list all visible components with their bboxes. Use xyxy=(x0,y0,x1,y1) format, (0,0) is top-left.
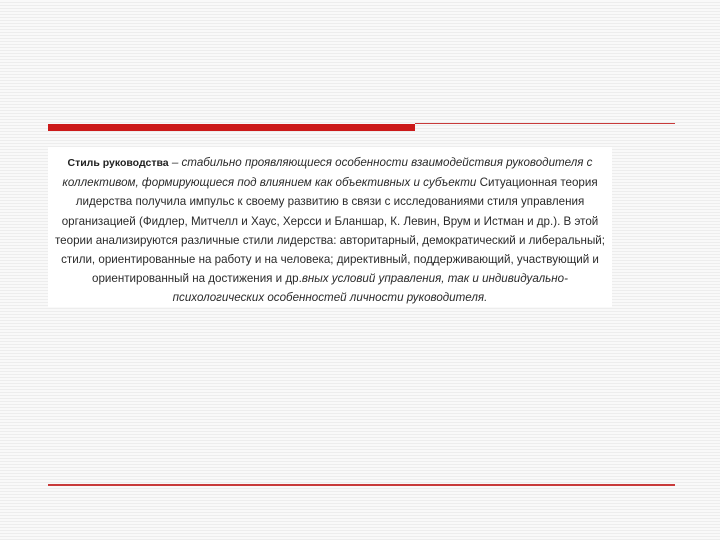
definition-text-box xyxy=(48,147,612,307)
definition-tail-italic-text: вных условий управления, так и индивидуально-психологических особенностей личности руководителя. xyxy=(172,272,568,305)
bottom-red-divider xyxy=(48,484,675,486)
definition-italic-text: – стабильно проявляющиеся особенности взаимодействия руководителя с коллективом, формирующиеся под влиянием как объективных и субъекти xyxy=(62,156,593,190)
theory-body-text: Ситуационная теория лидерства получила импульс к своему развитию в связи с исследованиями стиля управления организацией (Фидлер, Митчелл и Хаус, Херсси и Бланшар, К. Левин, Врум и Истман и др.). В этой теории анализируются различные стили лидерства: авторитарный, демократический и либеральный; стили, ориентированные на работу и на человека; директивный, поддерживающий, участвующий и ориентированный на достижения и др. xyxy=(55,176,605,286)
term-label: Стиль руководства xyxy=(67,157,169,169)
top-thin-divider xyxy=(415,123,675,124)
definition-paragraph xyxy=(48,147,612,308)
top-red-divider xyxy=(48,124,415,131)
